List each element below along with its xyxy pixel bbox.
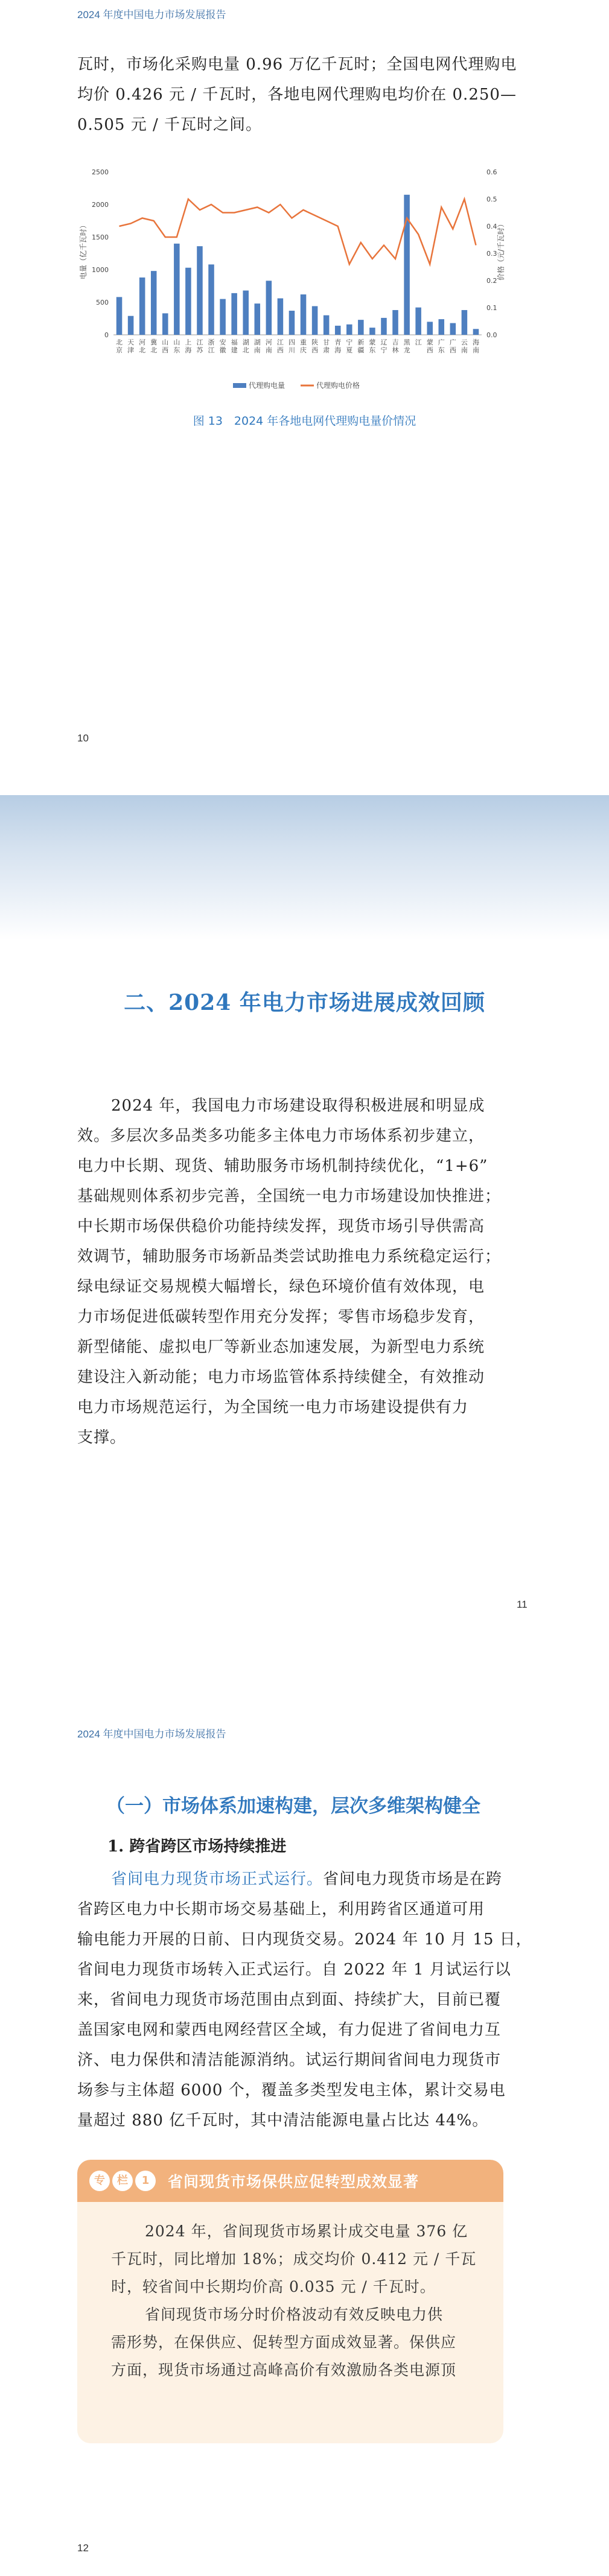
right-tick-label: 0.3 (486, 250, 497, 258)
bar-吉林 (392, 310, 398, 335)
text-line: 效调节，辅助服务市场新品类尝试助推电力系统稳定运行； (77, 1248, 502, 1266)
x-tick-label: 云南 (461, 338, 468, 354)
bar-冀北 (139, 278, 145, 335)
page-number: 11 (517, 1599, 528, 1610)
bar-山西 (162, 313, 168, 335)
left-tick-label: 2500 (92, 168, 109, 176)
x-tick-label: 天津 (127, 338, 135, 354)
x-tick-label: 江 (415, 338, 422, 346)
text-line: 来，省间电力现货市场范围由点到面、持续扩大，目前已覆 (77, 1991, 502, 2009)
bar-广西 (439, 319, 445, 335)
bar-福建 (231, 293, 237, 335)
bar-蒙东 (369, 328, 375, 335)
bar-蒙西 (415, 308, 421, 335)
text-line: 新型储能、虚拟电厂等新业态加速发展，为新型电力系统 (77, 1338, 485, 1356)
left-axis-label: 电量（亿千瓦时） (79, 221, 88, 280)
text-line: 省跨区电力中长期市场交易基础上，利用跨省区通道可用 (77, 1900, 485, 1918)
text-line: 输电能力开展的日前、日内现货交易。2024 年 10 月 15 日， (77, 1930, 532, 1949)
right-tick-label: 0.5 (486, 195, 497, 203)
text-line: 瓦时，市场化采购电量 0.96 万亿千瓦时；全国电网代理购电 (77, 56, 517, 74)
bar-天津 (128, 316, 134, 335)
x-tick-label: 广西 (449, 338, 456, 354)
badge-char: 专 (89, 2171, 110, 2191)
x-tick-label: 福建 (231, 338, 238, 354)
bar-辽宁 (381, 318, 387, 335)
text-line: 2024 年，省间现货市场累计成交电量 376 亿 (145, 2222, 468, 2240)
x-tick-label: 四川 (288, 338, 295, 354)
left-tick-label: 2000 (92, 201, 109, 209)
text-line: 电力中长期、现货、辅助服务市场机制持续优化，“1+6” (77, 1157, 488, 1175)
bar-黑龙江 (404, 195, 410, 335)
bar-新疆 (358, 320, 364, 335)
x-axis-labels (116, 338, 479, 354)
column-badge (89, 2171, 158, 2191)
page-header: 2024 年度中国电力市场发展报告 (77, 9, 226, 21)
text-line: 电力市场规范运行，为全国统一电力市场建设提供有力 (77, 1398, 469, 1416)
text-line: 需形势，在保供应、促转型方面成效显著。保供应 (111, 2333, 457, 2351)
x-tick-label: 北京 (116, 338, 123, 354)
bar-series (116, 195, 479, 335)
x-tick-label: 新疆 (357, 338, 365, 354)
x-tick-label: 浙江 (208, 338, 215, 354)
bar-湖南 (255, 303, 261, 335)
x-tick-label: 广东 (438, 338, 445, 354)
body-paragraph (77, 1864, 532, 2136)
left-axis-ticks (92, 168, 109, 339)
text-line: 场参与主体超 6000 个，覆盖多类型发电主体，累计交易电 (77, 2081, 506, 2099)
x-tick-label: 蒙东 (369, 338, 376, 354)
bar-上海 (185, 268, 191, 335)
x-tick-label: 陕西 (311, 338, 319, 354)
bar-甘肃 (324, 316, 330, 335)
bar-浙江 (208, 264, 214, 335)
right-tick-label: 0.1 (486, 304, 497, 312)
right-axis-ticks (486, 168, 497, 339)
text-line: 中长期市场保供稳价功能持续发挥，现货市场引导供需高 (77, 1217, 485, 1236)
text-line: 0.505 元 / 千瓦时之间。 (77, 116, 262, 134)
legend-bar-swatch (233, 383, 246, 388)
left-tick-label: 1000 (92, 266, 109, 274)
text-line: 基础规则体系初步完善，全国统一电力市场建设加快推进； (77, 1187, 502, 1205)
column-box (77, 2160, 503, 2443)
bar-重庆 (301, 294, 307, 335)
text-line: 千瓦时，同比增加 18%；成交均价 0.412 元 / 千瓦 (111, 2250, 477, 2268)
bar-陕西 (312, 306, 318, 335)
text-line: 量超过 880 亿千瓦时，其中清洁能源电量占比达 44%。 (77, 2111, 489, 2130)
right-tick-label: 0.6 (486, 168, 497, 176)
right-axis-label: 价格（元/千瓦时） (497, 220, 505, 281)
column-box-title: 省间现货市场保供应促转型成效显著 (168, 2173, 419, 2191)
text-line: 均价 0.426 元 / 千瓦时，各地电网代理购电均价在 0.250— (77, 86, 517, 104)
bar-云南 (450, 323, 456, 335)
x-tick-label: 黑龙 (403, 338, 410, 354)
left-tick-label: 1500 (92, 233, 109, 241)
bar-四川 (289, 311, 295, 335)
left-tick-label: 500 (96, 299, 109, 306)
text-line: 绿电绿证交易规模大幅增长，绿色环境价值有效体现，电 (77, 1278, 485, 1296)
x-tick-label: 河南 (265, 338, 272, 354)
bar-青海 (335, 326, 341, 335)
bar-宁夏 (346, 325, 352, 335)
text-line-lead (77, 1864, 532, 1894)
x-tick-label: 江西 (276, 338, 284, 354)
proxy-purchase-chart (71, 160, 518, 395)
lead-rest: 省间电力现货市场是在跨 (323, 1870, 503, 1888)
x-tick-label: 河北 (139, 338, 146, 354)
right-tick-label: 0.4 (486, 223, 497, 230)
x-tick-label: 安徽 (219, 338, 226, 354)
section-banner-band (0, 795, 609, 940)
x-tick-label: 湖南 (253, 338, 261, 354)
x-tick-label: 海南 (472, 338, 479, 354)
bar-广东 (427, 322, 433, 335)
x-tick-label: 山西 (162, 338, 169, 354)
x-tick-label: 重庆 (300, 338, 307, 354)
legend-bar-label: 代理购电量 (249, 381, 285, 390)
text-line: 盖国家电网和蒙西电网经营区全域，有力促进了省间电力互 (77, 2021, 502, 2039)
x-tick-label: 湖北 (242, 338, 249, 354)
text-line: 效。多层次多品类多功能多主体电力市场体系初步建立， (77, 1127, 485, 1145)
bar-山东 (174, 244, 180, 335)
price-line (120, 199, 476, 264)
highlight-lead: 省间电力现货市场正式运行。 (111, 1870, 324, 1888)
text-line: 时，较省间中长期均价高 0.035 元 / 千瓦时。 (111, 2278, 436, 2295)
bar-江苏 (197, 246, 203, 335)
bar-贵州 (462, 310, 468, 335)
chart-legend (233, 381, 360, 390)
subsubsection-title: 1. 跨省跨区市场持续推进 (107, 1838, 287, 1856)
left-tick-label: 0 (104, 331, 109, 339)
column-box-body (77, 2202, 503, 2384)
page-number: 10 (77, 732, 89, 744)
page-number: 12 (77, 2542, 89, 2554)
right-tick-label: 0.0 (486, 331, 497, 339)
bar-河南 (266, 281, 272, 335)
page-header: 2024 年度中国电力市场发展报告 (77, 1728, 226, 1740)
bar-江西 (278, 299, 284, 335)
text-line: 力市场促进低碳转型作用充分发挥；零售市场稳步发育， (77, 1308, 485, 1326)
x-tick-label: 蒙西 (426, 338, 433, 354)
bar-湖北 (243, 291, 249, 335)
badge-char: 栏 (112, 2171, 133, 2191)
intro-paragraph (77, 49, 517, 140)
x-tick-label: 冀北 (150, 338, 158, 354)
right-tick-label: 0.2 (486, 277, 497, 285)
x-tick-label: 山东 (173, 338, 180, 354)
legend-line-label: 代理购电价格 (316, 381, 360, 390)
bar-海南 (473, 329, 479, 335)
bar-河北南网 (151, 271, 157, 335)
text-line: 建设注入新动能；电力市场监管体系持续健全，有效推动 (77, 1368, 485, 1386)
badge-number: 1 (135, 2171, 156, 2191)
x-tick-label: 江苏 (196, 338, 203, 354)
x-tick-label: 上海 (185, 338, 192, 354)
text-line: 省间电力现货市场转入正式运行。自 2022 年 1 月试运行以 (77, 1961, 511, 1979)
figure-caption: 图 13 2024 年各地电网代理购电量价情况 (193, 414, 416, 428)
x-tick-label: 辽宁 (380, 338, 387, 354)
bar-北京 (116, 297, 123, 335)
bar-安徽 (220, 299, 226, 335)
x-tick-label: 青海 (334, 338, 342, 354)
x-tick-label: 甘肃 (323, 338, 330, 354)
text-line: 2024 年，我国电力市场建设取得积极进展和明显成 (111, 1097, 485, 1115)
section-title: 二、2024 年电力市场进展成效回顾 (124, 990, 485, 1015)
text-line: 方面，现货市场通过高峰高价有效激励各类电源顶 (111, 2361, 457, 2379)
text-line: 支撑。 (77, 1429, 127, 1447)
column-box-header (77, 2160, 503, 2202)
subsection-title: （一）市场体系加速构建，层次多维架构健全 (106, 1795, 480, 1817)
text-line: 济、电力保供和清洁能源消纳。试运行期间省间电力现货市 (77, 2051, 502, 2069)
text-line: 省间现货市场分时价格波动有效反映电力供 (145, 2306, 444, 2323)
x-tick-label: 吉林 (392, 338, 399, 354)
x-tick-label: 宁夏 (346, 338, 353, 354)
section-intro-paragraph (77, 1091, 501, 1453)
